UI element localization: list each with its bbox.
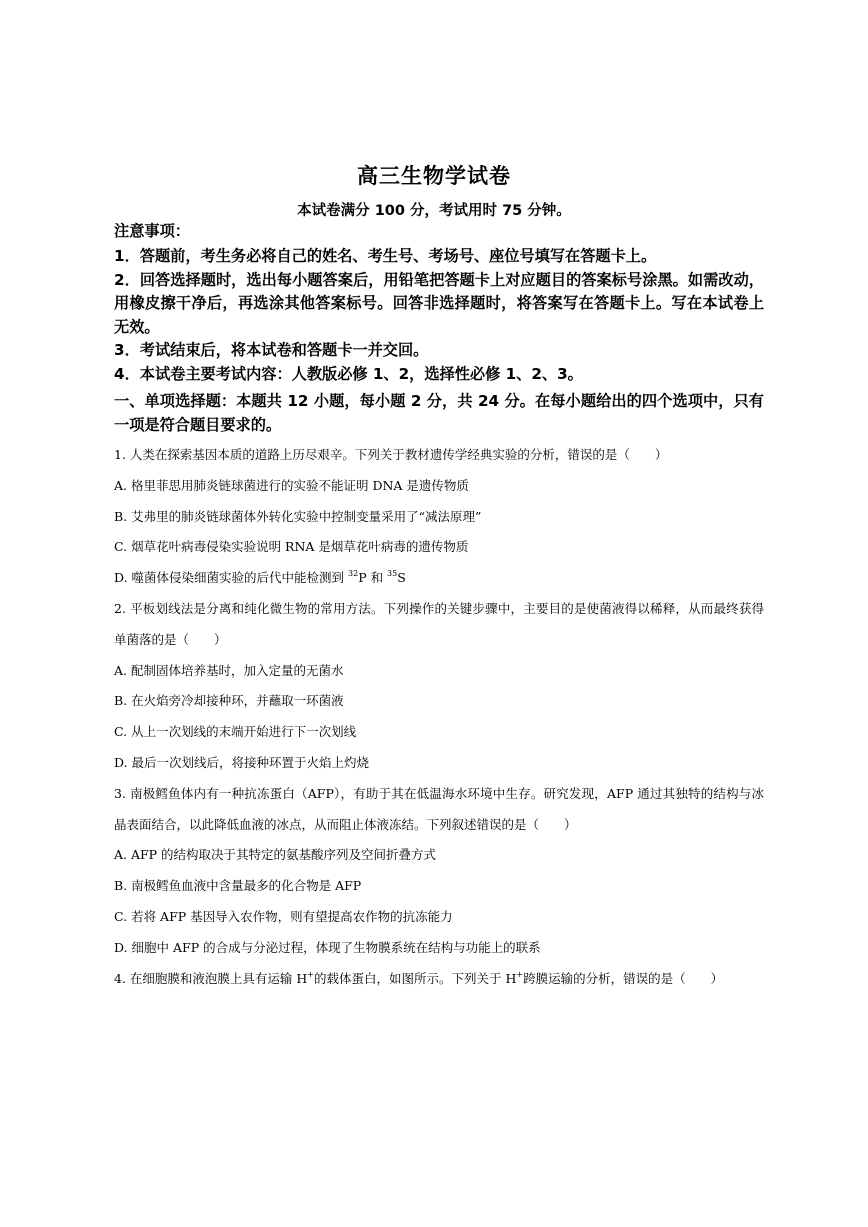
- notice-item: 2．回答选择题时，选出每小题答案后，用铅笔把答题卡上对应题目的答案标号涂黑。如需改动，用橡皮擦干净后，再选涂其他答案标号。回答非选择题时，将答案写在答题卡上。写在本试卷上无效。: [114, 270, 764, 336]
- option: B. 艾弗里的肺炎链球菌体外转化实验中控制变量采用了“减法原理”: [114, 508, 482, 524]
- notice-item: 4．本试卷主要考试内容：人教版必修 1、2，选择性必修 1、2、3。: [114, 364, 583, 383]
- option-text: D. 噬菌体侵染细菌实验的后代中能检测到: [114, 570, 348, 586]
- question-list: [114, 440, 764, 994]
- section-heading: [114, 390, 764, 437]
- notice-item: 1．答题前，考生务必将自己的姓名、考生号、考场号、座位号填写在答题卡上。: [114, 247, 657, 265]
- isotope-mass: 35: [387, 569, 398, 579]
- option: C. 烟草花叶病毒侵染实验说明 RNA 是烟草花叶病毒的遗传物质: [114, 539, 469, 555]
- question-stem: 1. 人类在探索基因本质的道路上历尽艰辛。下列关于教材遗传学经典实验的分析，错误的是（ ）: [114, 447, 668, 462]
- exam-info: 本试卷满分 100 分，考试用时 75 分钟。: [297, 203, 571, 219]
- isotope-mass: 32: [348, 569, 359, 579]
- notice-heading: 注意事项：: [114, 222, 190, 240]
- page-title: 高三生物学试卷: [357, 164, 511, 188]
- option: D. 细胞中 AFP 的合成与分泌过程，体现了生物膜系统在结构与功能上的联系: [114, 939, 541, 955]
- question-stem: [114, 964, 764, 995]
- option-text: P 和: [358, 570, 388, 586]
- option-text: S: [397, 570, 406, 586]
- option: C. 从上一次划线的末端开始进行下一次划线: [114, 724, 357, 740]
- stem-text: 的载体蛋白，如图所示。下列关于 H: [313, 970, 517, 986]
- question-stem: 3. 南极鳕鱼体内有一种抗冻蛋白（AFP），有助于其在低温海水环境中生存。研究发现，AFP 通过其独特的结构与冰晶表面结合，以此降低血液的冰点，从而阻止体液冻结。下列叙述错误的是（ ）: [114, 785, 764, 832]
- option: B. 南极鳕鱼血液中含量最多的化合物是 AFP: [114, 878, 362, 894]
- stem-text: 4. 在细胞膜和液泡膜上具有运输 H: [114, 970, 308, 986]
- option: B. 在火焰旁冷却接种环，并蘸取一环菌液: [114, 693, 344, 709]
- option: [114, 563, 764, 594]
- option: C. 若将 AFP 基因导入农作物，则有望提高农作物的抗冻能力: [114, 908, 453, 924]
- section-instructions: 一、单项选择题：本题共 12 小题，每小题 2 分，共 24 分。在每小题给出的四个选项中，只有一项是符合题目要求的。: [114, 392, 764, 434]
- question-stem: 2. 平板划线法是分离和纯化微生物的常用方法。下列操作的关键步骤中，主要目的是使菌液得以稀释，从而最终获得单菌落的是（ ）: [114, 600, 764, 647]
- ion-charge: +: [516, 969, 524, 979]
- option: A. 配制固体培养基时，加入定量的无菌水: [114, 662, 344, 678]
- option: D. 最后一次划线后，将接种环置于火焰上灼烧: [114, 754, 370, 770]
- notice-list: [114, 245, 764, 386]
- option: A. 格里菲思用肺炎链球菌进行的实验不能证明 DNA 是遗传物质: [114, 477, 469, 493]
- ion-charge: +: [307, 969, 314, 979]
- notice-item: 3．考试结束后，将本试卷和答题卡一并交回。: [114, 341, 429, 359]
- stem-text: 跨膜运输的分析，错误的是（ ）: [523, 970, 724, 986]
- option: A. AFP 的结构取决于其特定的氨基酸序列及空间折叠方式: [114, 847, 437, 863]
